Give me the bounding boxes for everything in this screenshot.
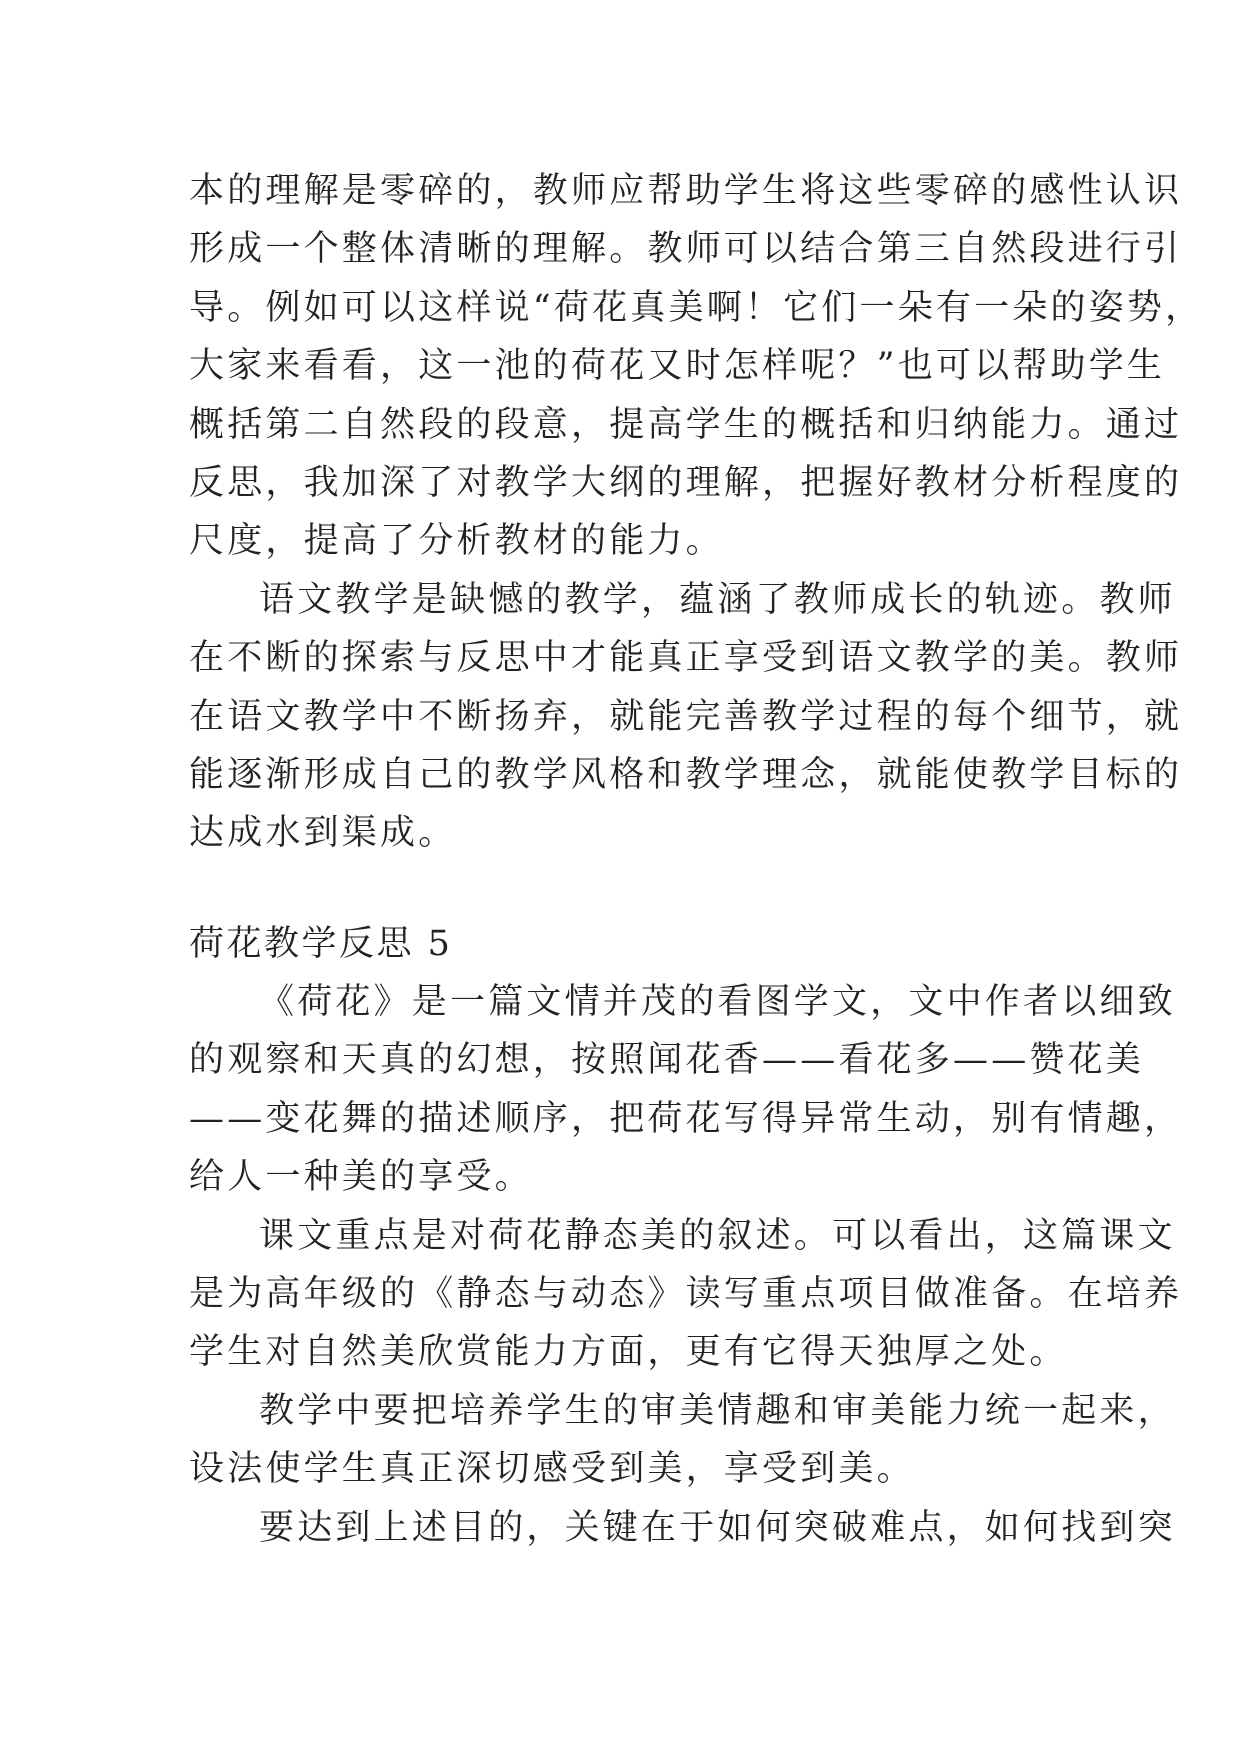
text-line: 达成水到渠成。 xyxy=(189,813,457,854)
text-line: 在不断的探索与反思中才能真正享受到语文教学的美。教师 xyxy=(189,638,1183,679)
paragraph-end-of-previous-section xyxy=(189,162,1204,571)
section-spacer xyxy=(189,863,1069,915)
text-line: 在语文教学中不断扬弃，就能完善教学过程的每个细节，就 xyxy=(189,696,1183,737)
text-line: 导。例如可以这样说“荷花真美啊！它们一朵有一朵的姿势， xyxy=(189,287,1204,328)
text-line: 的观察和天真的幻想，按照闻花香——看花多——赞花美 xyxy=(189,1040,1145,1081)
text-line: 尺度，提高了分析教材的能力。 xyxy=(189,521,724,562)
text-line: 本的理解是零碎的，教师应帮助学生将这些零碎的感性认识 xyxy=(189,171,1183,211)
text-line: 学生对自然美欣赏能力方面，更有它得天独厚之处。 xyxy=(189,1332,1068,1373)
text-line: 《荷花》是一篇文情并茂的看图学文，文中作者以细致 xyxy=(259,982,1176,1023)
text-line: 概括第二自然段的段意，提高学生的概括和归纳能力。通过 xyxy=(189,404,1183,445)
paragraph-conclusion xyxy=(189,571,1183,863)
text-line: 反思，我加深了对教学大纲的理解，把握好教材分析程度的 xyxy=(189,462,1183,503)
text-line: 语文教学是缺憾的教学，蕴涵了教师成长的轨迹。教师 xyxy=(259,579,1176,620)
text-line: 大家来看看，这一池的荷花又时怎样呢？”也可以帮助学生 xyxy=(189,346,1166,387)
text-line: 教学中要把培养学生的审美情趣和审美能力统一起来， xyxy=(259,1390,1176,1431)
text-line: 给人一种美的享受。 xyxy=(189,1157,533,1198)
paragraph-focus xyxy=(189,1207,1183,1382)
section-heading: 荷花教学反思 5 xyxy=(189,923,453,964)
text-line: 形成一个整体清晰的理解。教师可以结合第三自然段进行引 xyxy=(189,229,1183,270)
text-line: 要达到上述目的，关键在于如何突破难点，如何找到突 xyxy=(259,1507,1176,1548)
text-line: 是为高年级的《静态与动态》读写重点项目做准备。在培养 xyxy=(189,1274,1183,1315)
text-line: ——变花舞的描述顺序，把荷花写得异常生动，别有情趣， xyxy=(189,1098,1183,1139)
text-line: 能逐渐形成自己的教学风格和教学理念，就能使教学目标的 xyxy=(189,754,1183,795)
document-body xyxy=(189,162,1204,1557)
text-line: 设法使学生真正深切感受到美，享受到美。 xyxy=(189,1449,915,1490)
paragraph-teaching xyxy=(189,1382,1176,1499)
text-line: 课文重点是对荷花静态美的叙述。可以看出，这篇课文 xyxy=(259,1215,1176,1256)
paragraph-intro xyxy=(189,973,1183,1207)
paragraph-goal xyxy=(189,1499,1176,1557)
